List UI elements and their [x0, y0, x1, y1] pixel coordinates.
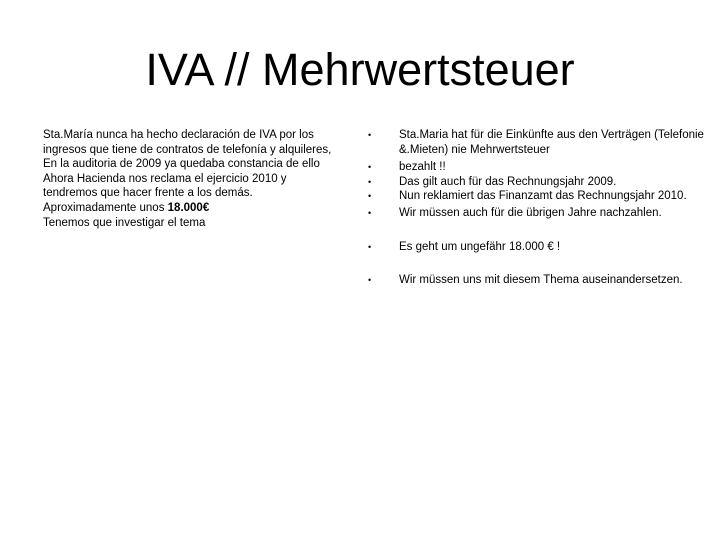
bullet-icon: •	[368, 207, 372, 218]
slide-title: IVA // Mehrwertsteuer	[145, 44, 575, 95]
bullet-icon: •	[368, 176, 372, 187]
bullet-text: Nun reklamiert das Finanzamt das Rechnungsjahr 2010.	[399, 190, 687, 203]
spanish-text-block	[43, 128, 353, 230]
text-line: tendremos que hacer frente a los demás.	[43, 187, 253, 200]
bullet-text: Es geht um ungefähr 18.000 € !	[399, 240, 561, 253]
bullet-icon: •	[368, 275, 372, 286]
approx-amount-line	[43, 201, 353, 216]
bullet-item	[368, 240, 708, 255]
text-line: Ahora Hacienda nos reclama el ejercicio 2010 y	[43, 172, 287, 185]
bullet-item	[368, 273, 708, 288]
bullet-item	[368, 189, 708, 204]
bullet-text: Wir müssen auch für die übrigen Jahre nachzahlen.	[399, 206, 662, 219]
text-line: En la auditoria de 2009 ya quedaba constancia de ello	[43, 158, 320, 171]
german-bullet-list	[368, 128, 708, 288]
bullet-icon: •	[368, 162, 372, 173]
spacer	[368, 254, 708, 273]
bullet-text: Das gilt auch für das Rechnungsjahr 2009.	[399, 175, 617, 188]
approx-prefix: Aproximadamente unos	[43, 201, 168, 214]
text-line: Tenemos que investigar el tema	[43, 216, 206, 229]
text-line: ingresos que tiene de contratos de telefonía y alquileres,	[43, 143, 332, 156]
bullet-item	[368, 160, 708, 175]
bullet-text: Sta.Maria hat für die Einkünfte aus den Verträgen (Telefonie &.Mieten) nie Mehrwertsteuer	[399, 129, 704, 156]
bullet-item	[368, 128, 708, 157]
bullet-text: bezahlt !!	[399, 161, 446, 174]
approx-amount: 18.000€	[167, 201, 210, 214]
bullet-group-main	[368, 128, 708, 221]
text-line: Sta.María nunca ha hecho declaración de IVA por los	[43, 129, 314, 141]
bullet-icon: •	[368, 241, 372, 252]
bullet-item	[368, 206, 708, 221]
bullet-text: Wir müssen uns mit diesem Thema auseinandersetzen.	[399, 274, 683, 287]
spacer	[368, 221, 708, 240]
bullet-icon: •	[368, 130, 372, 140]
bullet-item	[368, 175, 708, 190]
bullet-icon: •	[368, 191, 372, 202]
